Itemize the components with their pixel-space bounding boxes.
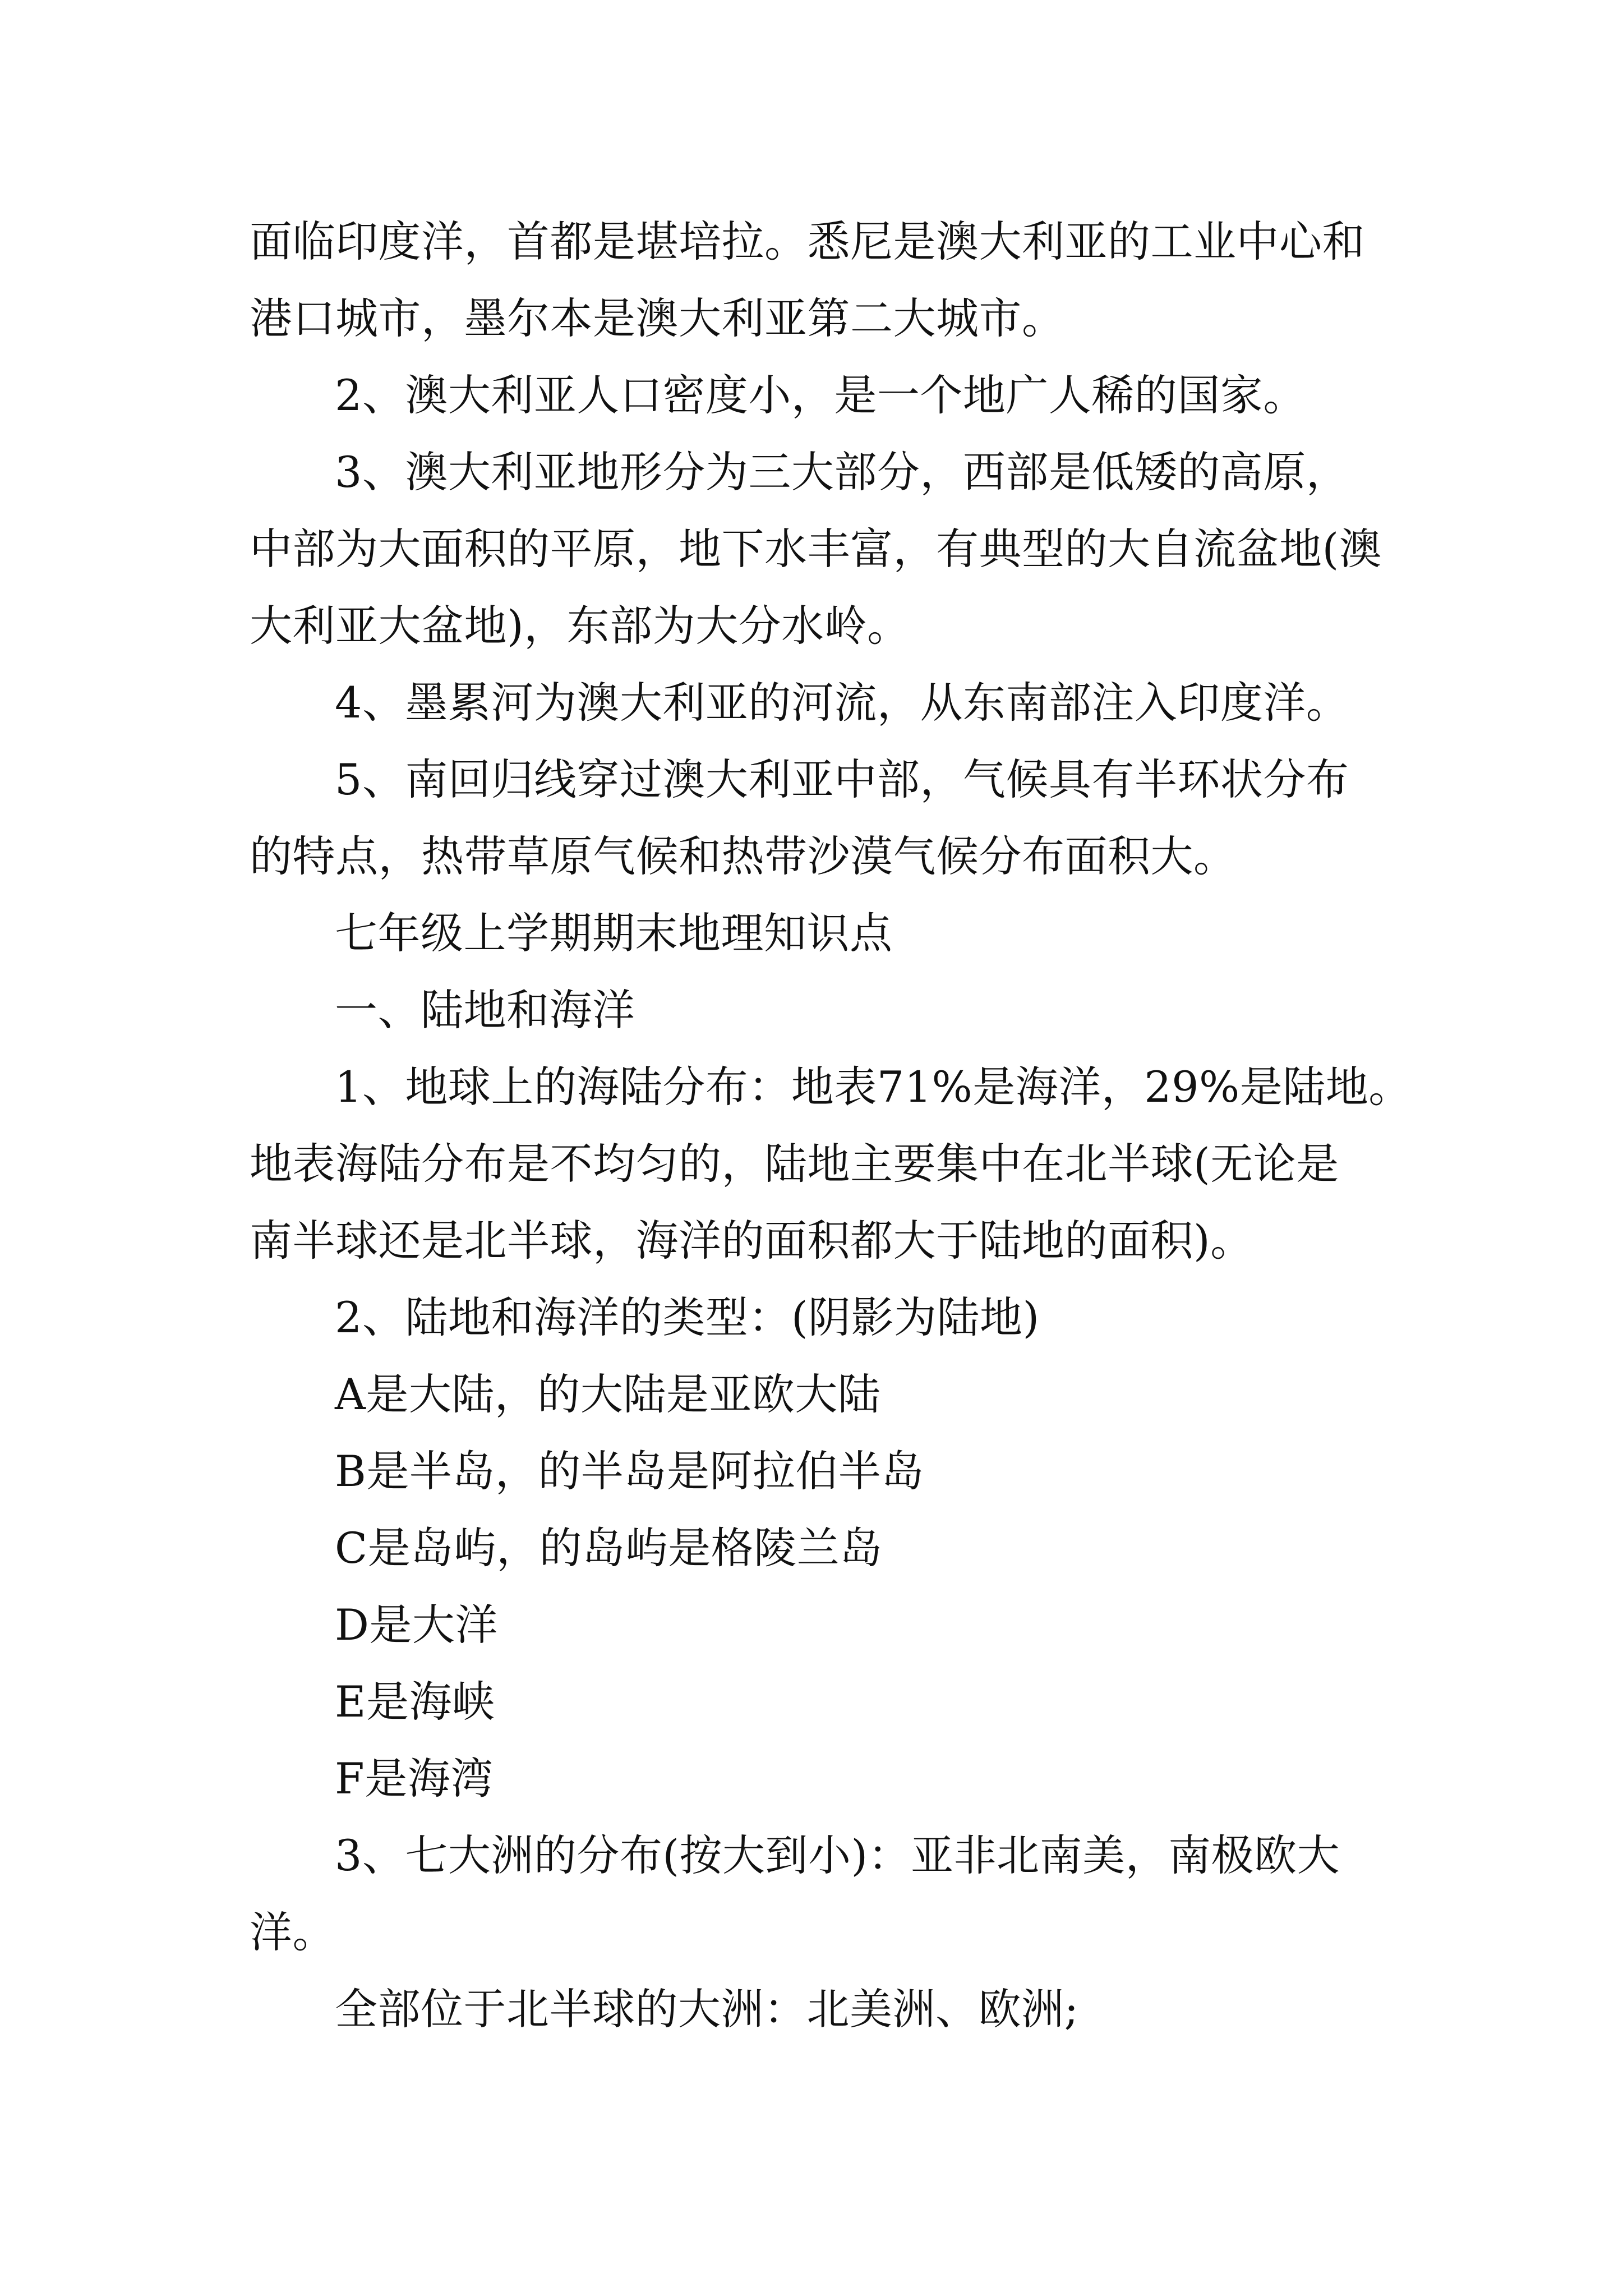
text-line: 中部为大面积的平原，地下水丰富，有典型的大自流盆地(澳 [250, 524, 1382, 574]
text-line: 2、澳大利亚人口密度小，是一个地广人稀的国家。 [335, 370, 1306, 420]
text-line: A是大陆，的大陆是亚欧大陆 [335, 1369, 881, 1419]
text-line: 洋。 [250, 1907, 335, 1957]
document-body [250, 203, 1412, 2047]
text-line: 全部位于北半球的大洲：北美洲、欧洲; [335, 1984, 1079, 2034]
text-line: C是岛屿，的岛屿是格陵兰岛 [335, 1523, 883, 1573]
text-line: 南半球还是北半球，海洋的面积都大于陆地的面积)。 [250, 1216, 1253, 1266]
text-line: F是海湾 [335, 1754, 494, 1803]
text-line: 面临印度洋，首都是堪培拉。悉尼是澳大利亚的工业中心和 [250, 217, 1365, 266]
text-line: 2、陆地和海洋的类型：(阴影为陆地) [335, 1292, 1040, 1342]
text-line: 七年级上学期期末地理知识点 [335, 908, 893, 958]
text-line: 1、地球上的海陆分布：地表71%是海洋，29%是陆地。 [335, 1062, 1412, 1112]
text-line: 地表海陆分布是不均匀的，陆地主要集中在北半球(无论是 [250, 1139, 1339, 1189]
text-line: E是海峡 [335, 1677, 495, 1727]
text-line: B是半岛，的半岛是阿拉伯半岛 [335, 1446, 924, 1496]
text-line: 一、陆地和海洋 [335, 985, 635, 1035]
text-line: 4、墨累河为澳大利亚的河流，从东南部注入印度洋。 [335, 678, 1349, 728]
text-line: 的特点，热带草原气候和热带沙漠气候分布面积大。 [250, 831, 1237, 881]
text-line: 3、七大洲的分布(按大到小)：亚非北南美，南极欧大 [335, 1830, 1340, 1880]
text-line: 5、南回归线穿过澳大利亚中部，气候具有半环状分布 [335, 754, 1349, 804]
text-line: 大利亚大盆地)，东部为大分水岭。 [250, 601, 910, 651]
text-line: 港口城市，墨尔本是澳大利亚第二大城市。 [250, 293, 1065, 343]
text-line: D是大洋 [335, 1600, 498, 1650]
text-line: 3、澳大利亚地形分为三大部分，西部是低矮的高原， [335, 447, 1349, 497]
